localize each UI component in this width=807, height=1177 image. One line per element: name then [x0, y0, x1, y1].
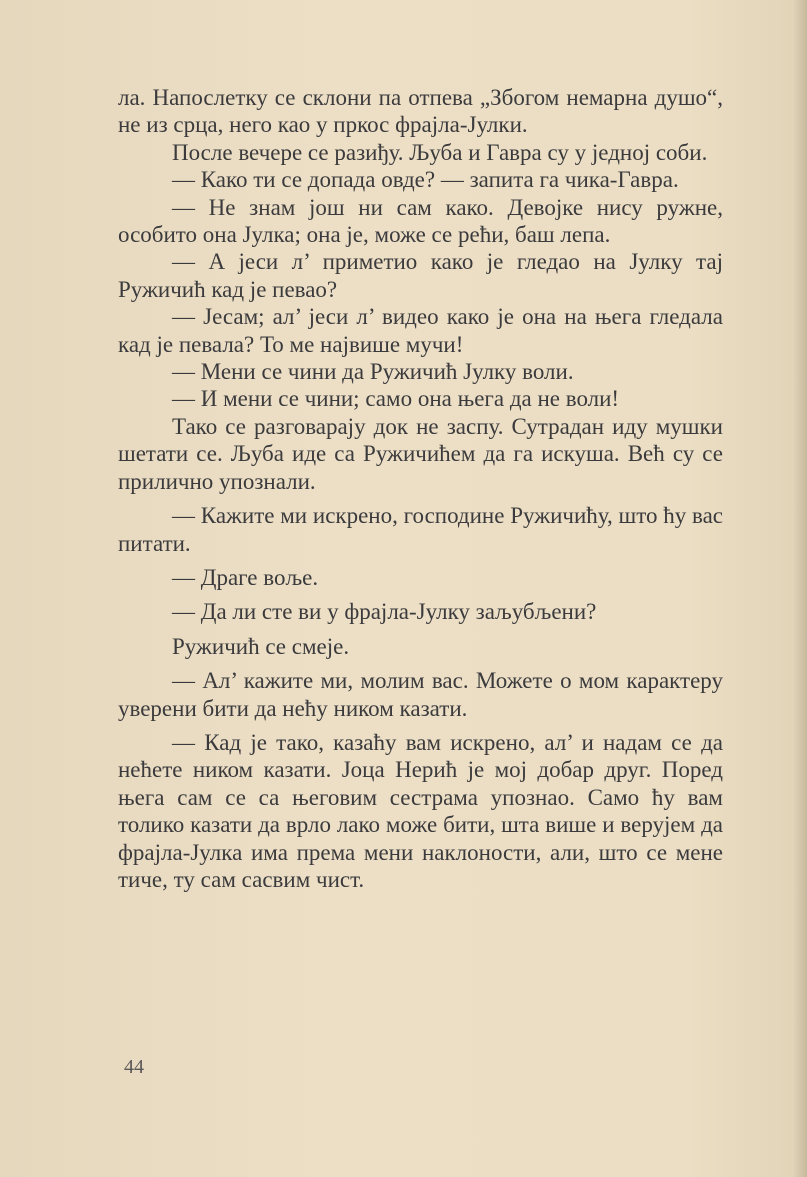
body-text — [118, 84, 723, 893]
paragraph: — Кажите ми искрено, господине Ружичићу, што ћу вас питати. — [118, 503, 723, 556]
paragraph: — Мени се чини да Ружичић Јулку воли. — [172, 359, 574, 385]
paragraph: — Да ли сте ви у фрајла-Јулку заљубљени? — [172, 599, 597, 625]
paragraph: — И мени се чини; само она њега да не воли! — [172, 386, 620, 412]
paragraph: — Драге воље. — [172, 564, 319, 590]
paragraph: — Не знам још ни сам како. Девојке нису ружне, особито она Јулка; она је, може се рећи, баш лепа. — [118, 194, 723, 248]
page-number: 44 — [124, 1056, 144, 1078]
paragraph: — Како ти се допада овде? — запита га чика-Гавра. — [172, 167, 679, 193]
paragraph: ла. Напослетку се склони па отпева „Збогом немарна душо“, не из срца, него као у пркос фрајла-Јулки. — [118, 85, 723, 138]
paragraph: Ружичић се смеје. — [172, 633, 350, 659]
paragraph: После вечере се разиђу. Љуба и Гавра су у једној соби. — [172, 139, 708, 165]
paragraph: Тако се разговарају док не заспу. Сутрадан иду мушки шетати се. Љуба иде са Ружичићем да га искуша. Већ су се прилично упознали. — [118, 413, 723, 494]
paragraph: — Кад је тако, казаћу вам искрено, ал’ и надам се да нећете ником казати. Јоца Нерић је мој добар друг. Поред њега сам се са његовим сестрама упознао. Само ћу вам толико казати да врло лако може бити, шта више и верујем да фрајла-Јулка има према мени наклоности, али, што се мене тиче, ту сам сасвим чист. — [118, 729, 723, 892]
page-edge-shadow — [793, 0, 807, 1177]
paragraph: — А јеси л’ приметио како је гледао на Јулку тај Ружичић кад је певао? — [118, 249, 723, 302]
paragraph: — Јесам; ал’ јеси л’ видео како је она на њега гледала кад је певала? То ме највише мучи! — [118, 304, 723, 357]
paragraph: — Ал’ кажите ми, молим вас. Можете о мом карактеру уверени бити да нећу ником казати. — [118, 668, 723, 721]
